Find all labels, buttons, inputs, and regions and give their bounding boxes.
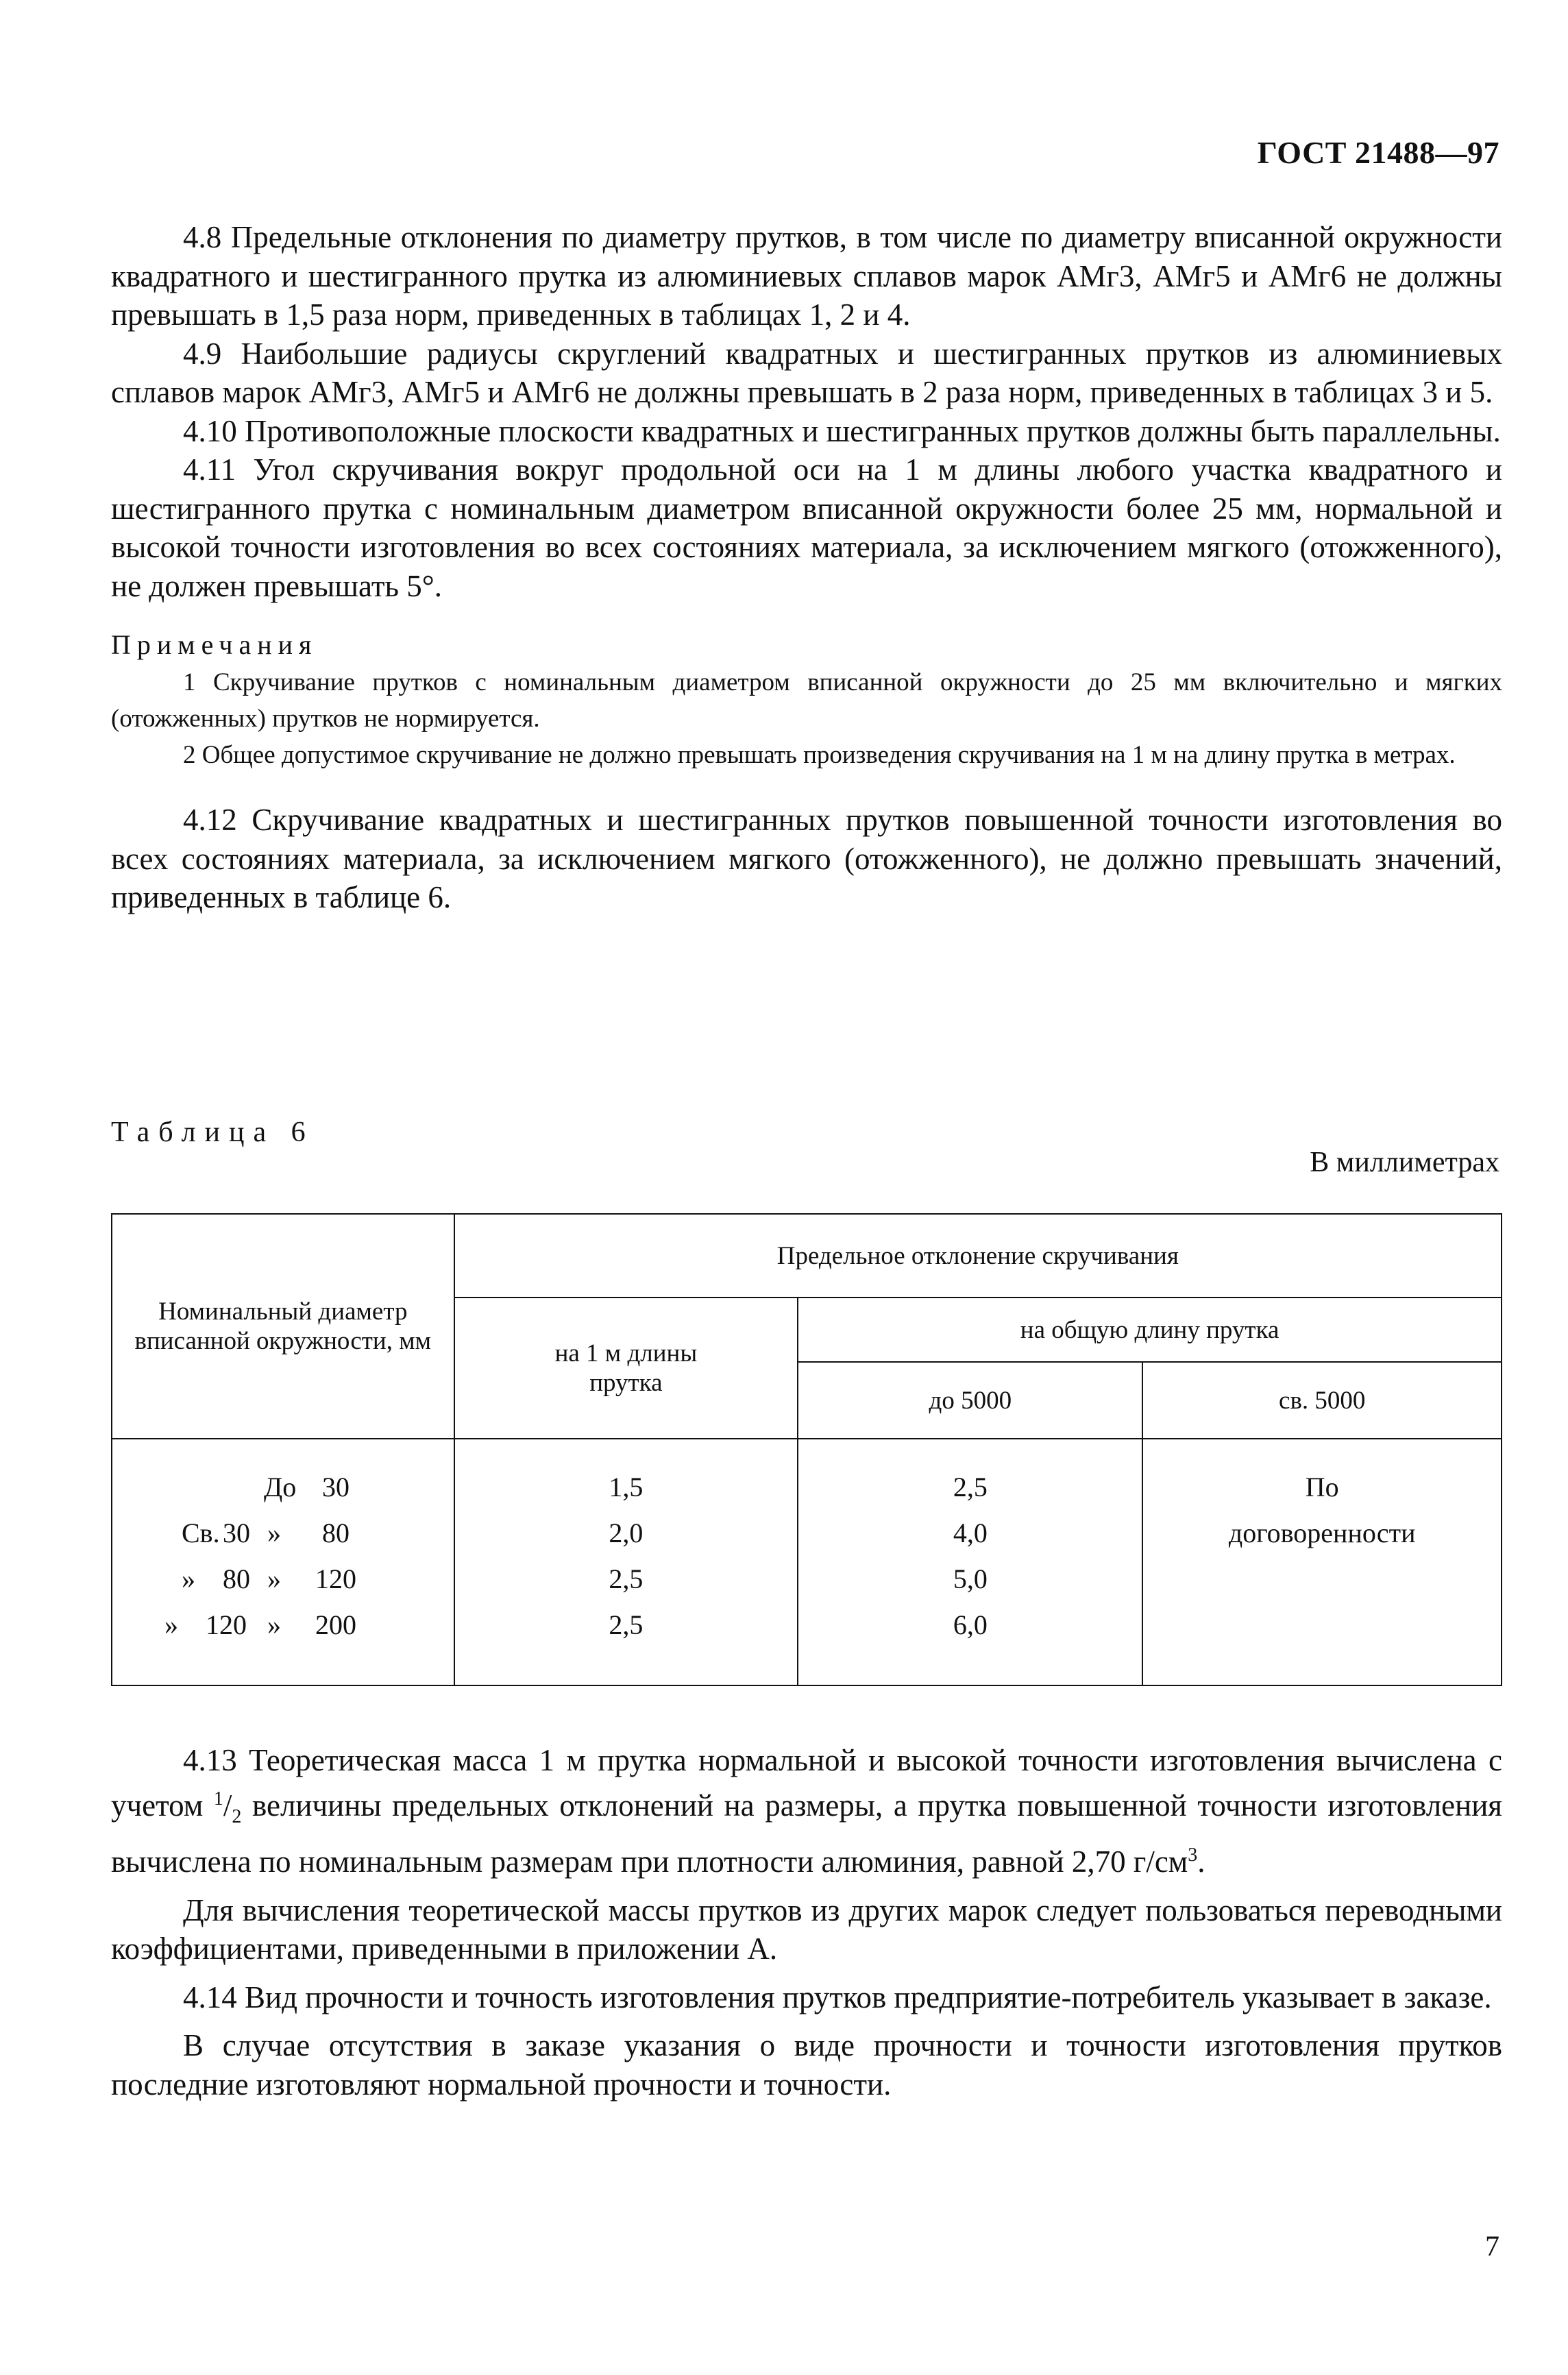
paragraph-4-8: 4.8 Предельные отклонения по диаметру прутков, в том числе по диаметру вписанной окружности квадратного и шестигранного прутка из алюминиевых сплавов марок АМг3, АМг5 и АМг6 не должны превышать в 1,5 раза норм, приведенных в таблицах 1, 2 и 4. [111,220,1502,332]
paragraph-4-10: 4.10 Противоположные плоскости квадратных и шестигранных прутков должны быть параллельны. [183,413,1501,448]
paragraph-4-13 [111,1741,1502,1881]
table-6 [111,1213,1502,1686]
cell-per-meter: 1,5 [609,1472,644,1502]
paragraph-4-14: 4.14 Вид прочности и точность изготовления прутков предприятие-потребитель указывает в заказе. [183,1980,1492,2014]
range-from: 120 [206,1609,247,1640]
header-total-length: на общую длину прутка [798,1298,1502,1362]
paragraph-4-13-2: Для вычисления теоретической массы прутков из других марок следует пользоваться переводными коэффициентами, приведенными в приложении А. [111,1892,1502,1966]
range-to: 80 [322,1518,350,1548]
cell-upto-5000: 5,0 [953,1563,988,1594]
paragraph-4-13-part2: величины предельных отклонений на размеры, а прутка повышенной точности изготовления вычислена по номинальным размерам при плотности алюминия, равной 2,70 г/см [111,1788,1503,1879]
header-deviation: Предельное отклонение скручивания [454,1214,1502,1298]
paragraph-4-13-part1: 4.13 Теоретическая масса 1 м прутка нормальной и высокой точности изготовления вычислена с учетом [111,1743,1502,1823]
fraction-numerator: 1 [213,1788,223,1810]
body-text-bottom [111,1741,1502,2104]
page-number: 7 [1485,2231,1499,2263]
per-meter-column [454,1439,798,1685]
range-sep: » [267,1609,281,1640]
range-sep: » [267,1518,281,1548]
table-units: В миллиметрах [1310,1147,1499,1178]
cell-upto-5000: 4,0 [953,1518,988,1548]
body-text-top [111,218,1502,917]
cell-over-5000-line2: договоренности [1228,1518,1416,1548]
range-prefix: » [182,1563,195,1594]
document-number: ГОСТ 21488—97 [1257,135,1499,170]
range-prefix: Св. [182,1518,220,1548]
table-row [113,1464,453,1510]
diameter-column [112,1439,454,1685]
fraction-denominator: 2 [232,1805,242,1827]
paragraph-4-9: 4.9 Наибольшие радиусы скруглений квадратных и шестигранных прутков из алюминиевых сплавов марок АМг3, АМг5 и АМг6 не должны превышать в 2 раза норм, приведенных в таблицах 3 и 5. [111,336,1502,409]
header-upto-5000: до 5000 [798,1362,1142,1439]
cell-upto-5000: 2,5 [953,1472,988,1502]
paragraph-4-14-2: В случае отсутствия в заказе указания о виде прочности и точности изготовления прутков последние изготовляют нормальной прочности и точности. [111,2028,1502,2102]
paragraph-4-11: 4.11 Угол скручивания вокруг продольной оси на 1 м длины любого участка квадратного и шестигранного прутка с номинальным диаметром вписанной окружности более 25 мм, нормальной и высокой точности изготовления во всех состояниях материала, за исключением мягкого (отожженного), не должен превышать 5°. [111,452,1502,603]
paragraph-4-12: 4.12 Скручивание квадратных и шестигранных прутков повышенной точности изготовления во всех состояниях материала, за исключением мягкого (отожженного), не должно превышать значений, приведенных в таблице 6. [111,803,1502,914]
over-5000-column [1142,1439,1502,1685]
notes-title: Примечания [111,629,318,660]
range-to: 30 [322,1472,350,1502]
table-row [113,1556,453,1602]
upto-5000-column [798,1439,1142,1685]
note-2: 2 Общее допустимое скручивание не должно превышать произведения скручивания на 1 м на длину прутка в метрах. [183,741,1456,769]
range-from: До [264,1472,297,1502]
fraction-one-half: $^1/_2$ [213,1788,242,1827]
cell-per-meter: 2,0 [609,1518,644,1548]
range-prefix: » [164,1609,178,1640]
unit-exponent: 3 [1188,1844,1198,1866]
header-over-5000: св. 5000 [1142,1362,1502,1439]
cell-per-meter: 2,5 [609,1563,644,1594]
header-diameter: Номинальный диаметр вписанной окружности, мм [112,1214,454,1439]
cell-over-5000-line1: По [1305,1472,1339,1502]
table-caption: Таблица 6 [111,1117,315,1148]
range-from: 80 [223,1563,250,1594]
header-per-meter: на 1 м длины прутка [454,1298,798,1439]
cell-upto-5000: 6,0 [953,1609,988,1640]
paragraph-4-13-end: . [1197,1844,1205,1879]
note-1: 1 Скручивание прутков с номинальным диаметром вписанной окружности до 25 мм включительно и мягких (отожженных) прутков не нормируется. [111,668,1502,733]
range-to: 120 [315,1563,356,1594]
range-to: 200 [315,1609,356,1640]
range-from: 30 [223,1518,250,1548]
range-sep: » [267,1563,281,1594]
table-row [113,1510,453,1556]
cell-per-meter: 2,5 [609,1609,644,1640]
table-row [113,1602,453,1648]
